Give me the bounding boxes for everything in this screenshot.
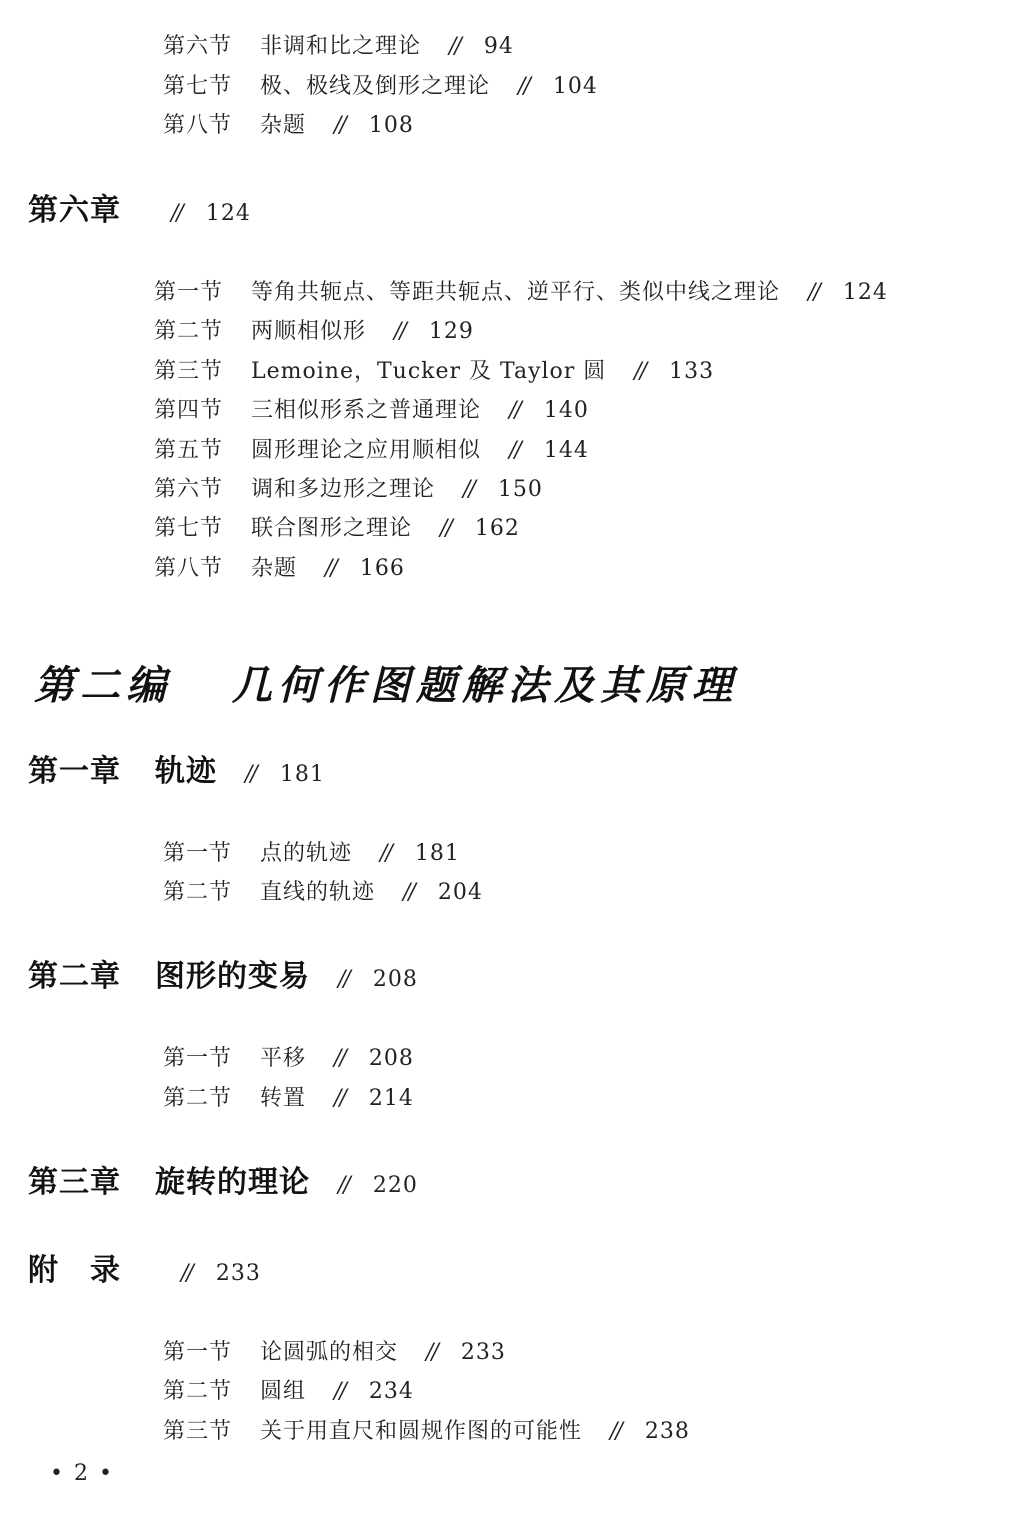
separator: // [808, 280, 819, 305]
separator: // [394, 319, 405, 344]
chapter-title: 图形的变易 [155, 959, 310, 994]
chapter-heading [28, 959, 418, 994]
toc-entry [163, 36, 514, 58]
section-number: 第六节 [154, 477, 224, 502]
toc-entry [163, 1381, 414, 1403]
section-title: Lemoine，Tucker 及 Taylor 圆 [251, 359, 607, 384]
section-number: 第六节 [163, 34, 233, 59]
page-number: 166 [359, 556, 405, 581]
toc-entry [163, 1342, 506, 1364]
separator: // [634, 359, 646, 384]
separator: // [325, 556, 336, 581]
section-title: 联合图形之理论 [251, 516, 413, 541]
toc-entry [154, 479, 543, 501]
toc-entry [154, 440, 589, 462]
section-title: 点的轨迹 [260, 841, 353, 866]
toc-entry [154, 282, 888, 304]
toc-entry [163, 1048, 414, 1070]
separator: // [449, 34, 460, 59]
section-title: 极、极线及倒形之理论 [260, 74, 491, 99]
section-number: 第一节 [163, 1340, 233, 1365]
chapter-title: 轨迹 [155, 754, 217, 789]
separator: // [509, 438, 520, 463]
section-number: 第八节 [154, 556, 224, 581]
section-title: 平移 [260, 1046, 307, 1071]
section-number: 第一节 [163, 841, 233, 866]
page-number: 233 [460, 1340, 506, 1365]
page-number: 144 [543, 438, 589, 463]
toc-entry [163, 115, 414, 137]
chapter-label: 第二章 [28, 959, 121, 994]
page-number: 150 [497, 477, 543, 502]
section-number: 第二节 [163, 880, 233, 905]
separator: // [338, 967, 349, 992]
page-number: 104 [552, 74, 598, 99]
section-number: 第三节 [163, 1419, 233, 1444]
separator: // [463, 477, 474, 502]
appendix-heading [28, 1253, 261, 1288]
separator: // [181, 1261, 192, 1286]
page-number: 181 [279, 762, 325, 787]
section-title: 两顺相似形 [251, 319, 367, 344]
section-number: 第一节 [163, 1046, 233, 1071]
section-number: 第五节 [154, 438, 224, 463]
section-title: 圆形理论之应用顺相似 [251, 438, 482, 463]
page-number: 181 [414, 841, 460, 866]
toc-entry [154, 558, 405, 580]
page-number: 133 [669, 359, 715, 384]
toc-entry [163, 882, 483, 904]
section-number: 第七节 [163, 74, 233, 99]
separator: // [334, 1046, 345, 1071]
section-title: 三相似形系之普通理论 [251, 398, 482, 423]
section-title: 直线的轨迹 [260, 880, 376, 905]
chapter-heading [28, 754, 325, 789]
separator: // [426, 1340, 437, 1365]
separator: // [171, 201, 182, 226]
section-number: 第二节 [163, 1086, 233, 1111]
chapter-heading [28, 193, 251, 228]
page-number: 234 [368, 1379, 414, 1404]
toc-entry [154, 518, 520, 540]
toc-entry [163, 76, 598, 98]
separator: // [334, 113, 345, 138]
toc-entry [154, 400, 589, 422]
page-number: 238 [644, 1419, 690, 1444]
chapter-label: 第六章 [28, 193, 121, 228]
section-number: 第一节 [154, 280, 224, 305]
page-number: 162 [474, 516, 520, 541]
part-label: 第二编 [34, 662, 172, 709]
section-number: 第二节 [154, 319, 224, 344]
section-title: 杂题 [260, 113, 307, 138]
chapter-heading [28, 1165, 418, 1200]
appendix-label: 附 录 [28, 1253, 121, 1288]
page-number: 94 [483, 34, 514, 59]
toc-entry [163, 1088, 414, 1110]
section-number: 第四节 [154, 398, 224, 423]
toc-entry [163, 1421, 690, 1443]
page-number: 129 [428, 319, 474, 344]
section-title: 非调和比之理论 [260, 34, 422, 59]
section-title: 杂题 [251, 556, 298, 581]
page-number: 124 [205, 201, 251, 226]
section-title: 转置 [260, 1086, 307, 1111]
section-title: 关于用直尺和圆规作图的可能性 [260, 1419, 583, 1444]
section-title: 论圆弧的相交 [260, 1340, 399, 1365]
chapter-label: 第一章 [28, 754, 121, 789]
toc-entry [154, 321, 474, 343]
page-number: 208 [372, 967, 418, 992]
separator: // [440, 516, 451, 541]
toc-entry [154, 361, 714, 383]
separator: // [509, 398, 520, 423]
section-title: 圆组 [260, 1379, 307, 1404]
separator: // [338, 1173, 349, 1198]
part-title: 几何作图题解法及其原理 [232, 662, 738, 709]
page-number: 108 [368, 113, 414, 138]
separator: // [334, 1086, 345, 1111]
page-folio: • 2 • [50, 1461, 114, 1486]
section-title: 等角共轭点、等距共轭点、逆平行、类似中线之理论 [251, 280, 781, 305]
page-number: 140 [543, 398, 589, 423]
page-number: 214 [368, 1086, 414, 1111]
toc-entry [163, 843, 460, 865]
page-number: 208 [368, 1046, 414, 1071]
page-number: 233 [215, 1261, 261, 1286]
separator: // [380, 841, 391, 866]
section-title: 调和多边形之理论 [251, 477, 436, 502]
section-number: 第八节 [163, 113, 233, 138]
separator: // [334, 1379, 345, 1404]
section-number: 第三节 [154, 359, 224, 384]
separator: // [403, 880, 414, 905]
section-number: 第七节 [154, 516, 224, 541]
page-number: 124 [842, 280, 888, 305]
separator: // [245, 762, 256, 787]
chapter-label: 第三章 [28, 1165, 121, 1200]
part-heading [34, 662, 738, 709]
page-number: 220 [372, 1173, 418, 1198]
separator: // [518, 74, 529, 99]
section-number: 第二节 [163, 1379, 233, 1404]
chapter-title: 旋转的理论 [155, 1165, 310, 1200]
separator: // [610, 1419, 621, 1444]
page-number: 204 [437, 880, 483, 905]
